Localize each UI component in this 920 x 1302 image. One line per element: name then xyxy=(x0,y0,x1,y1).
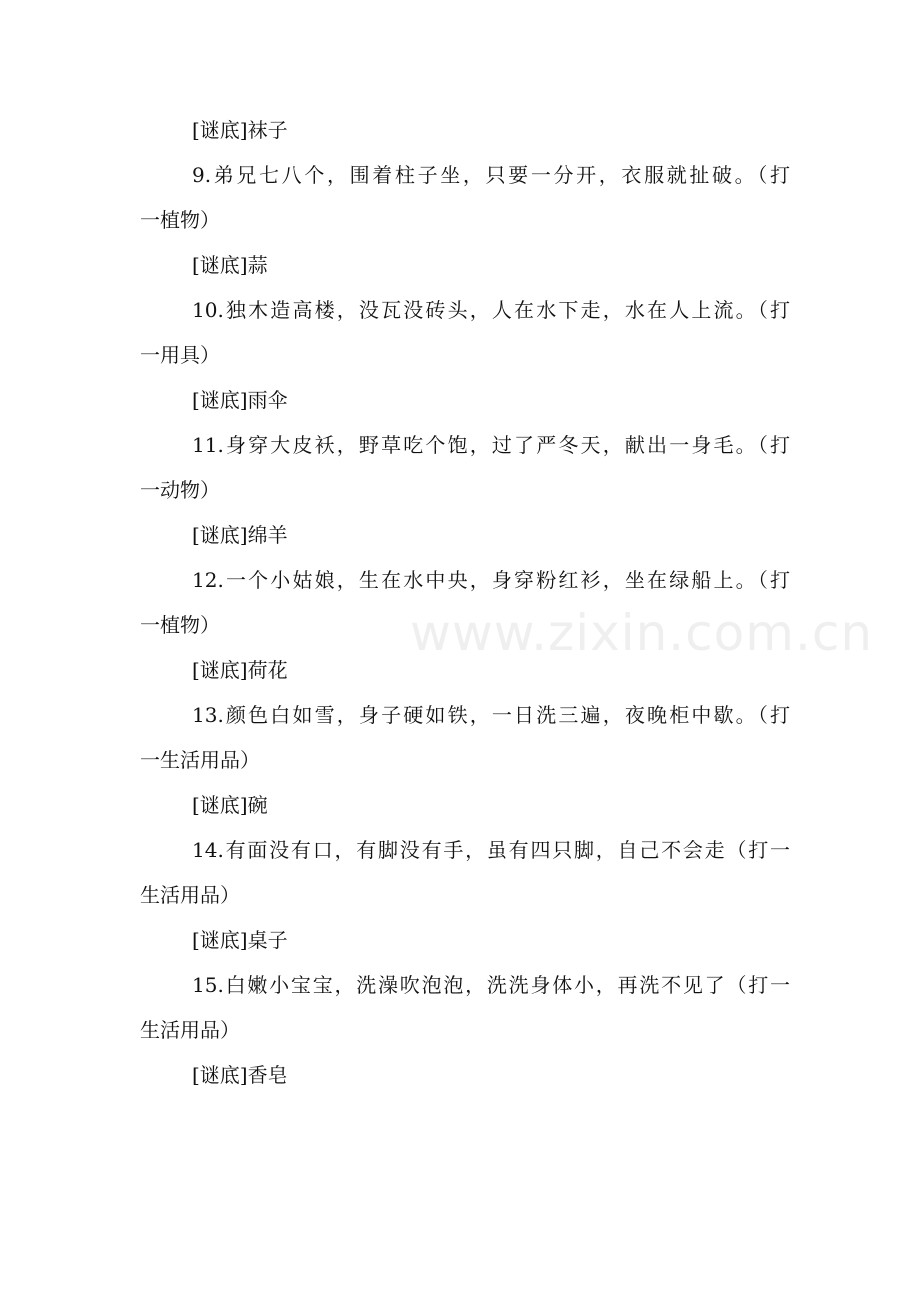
riddle-12-line-1: 12.一个小姑娘，生在水中央，身穿粉红衫，坐在绿船上。（打 xyxy=(192,568,790,592)
watermark-text: www.zixin.com.cn xyxy=(410,604,874,662)
riddle-9-line-2: 一植物） xyxy=(140,208,220,232)
answer-line-14: [谜底]桌子 xyxy=(192,928,288,952)
answer-line-10: [谜底]雨伞 xyxy=(192,388,288,412)
answer-line-9: [谜底]蒜 xyxy=(192,253,268,277)
answer-line-13: [谜底]碗 xyxy=(192,793,268,817)
riddle-12-line-2: 一植物） xyxy=(140,613,220,637)
riddle-13-line-1: 13.颜色白如雪，身子硬如铁，一日洗三遍，夜晚柜中歇。（打 xyxy=(192,703,790,727)
riddle-13-line-2: 一生活用品） xyxy=(140,748,260,772)
riddle-14-line-2: 生活用品） xyxy=(140,883,240,907)
answer-line-15: [谜底]香皂 xyxy=(192,1063,288,1087)
riddle-11-line-2: 一动物） xyxy=(140,478,220,502)
answer-line-12: [谜底]荷花 xyxy=(192,658,288,682)
riddle-10-line-2: 一用具） xyxy=(140,343,220,367)
answer-line-8: [谜底]袜子 xyxy=(192,118,288,142)
riddle-9-line-1: 9.弟兄七八个，围着柱子坐，只要一分开，衣服就扯破。（打 xyxy=(192,163,790,187)
riddle-15-line-2: 生活用品） xyxy=(140,1018,240,1042)
riddle-15-line-1: 15.白嫩小宝宝，洗澡吹泡泡，洗洗身体小，再洗不见了（打一 xyxy=(192,973,790,997)
riddle-11-line-1: 11.身穿大皮袄，野草吃个饱，过了严冬天，献出一身毛。（打 xyxy=(192,433,790,457)
riddle-14-line-1: 14.有面没有口，有脚没有手，虽有四只脚，自己不会走（打一 xyxy=(192,838,790,862)
riddle-text-body xyxy=(140,116,790,1106)
riddle-10-line-1: 10.独木造高楼，没瓦没砖头，人在水下走，水在人上流。（打 xyxy=(192,298,790,322)
answer-line-11: [谜底]绵羊 xyxy=(192,523,288,547)
